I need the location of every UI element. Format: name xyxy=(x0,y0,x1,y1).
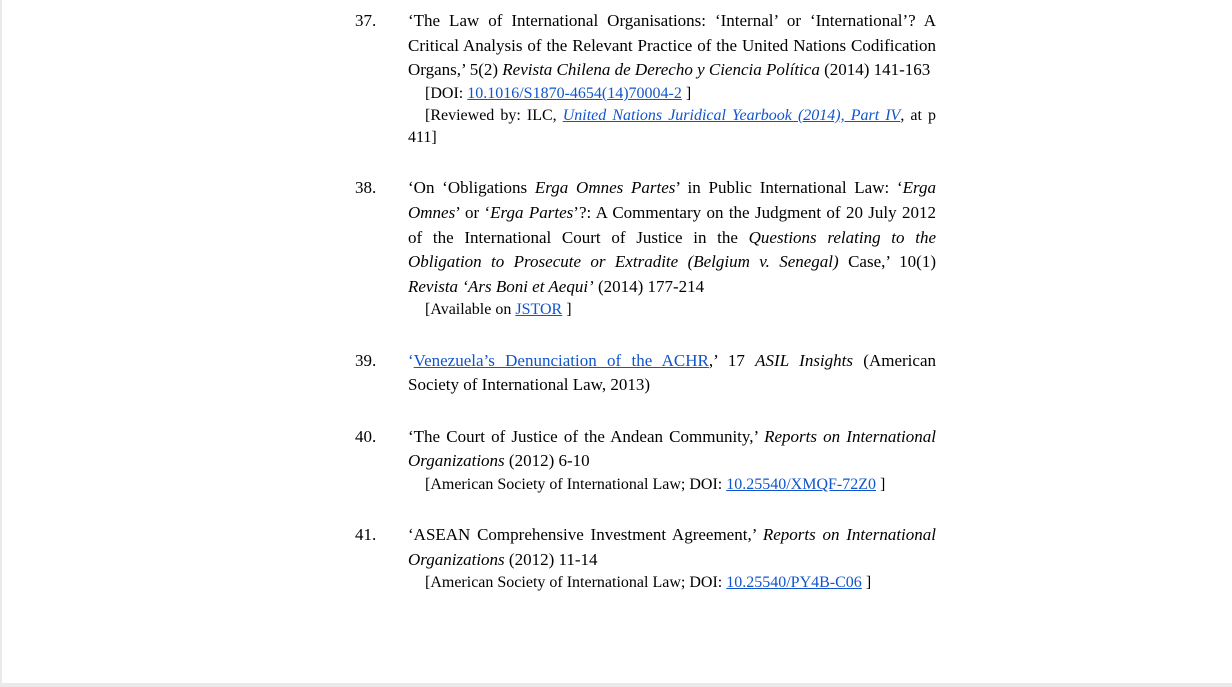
text-run: ,’ 17 xyxy=(708,350,756,370)
entry-note xyxy=(408,572,936,594)
entry-number: 39. xyxy=(355,350,377,370)
text-run: ‘ASEAN Comprehensive Investment Agreement,’ xyxy=(408,525,763,545)
publication-entry xyxy=(355,176,936,321)
text-run: , at p 411] xyxy=(408,106,936,147)
entry-note xyxy=(408,299,936,321)
entry-citation xyxy=(408,176,936,299)
entry-note xyxy=(408,105,936,149)
text-run: ] xyxy=(681,84,692,102)
page-bottom-margin-edge xyxy=(0,683,1232,687)
doi-link[interactable]: 10.25540/XMQF-72Z0 xyxy=(726,475,877,493)
publication-entry xyxy=(355,425,936,496)
text-run: ] xyxy=(562,301,572,319)
text-run: (2012) 11-14 xyxy=(504,549,598,569)
text-run: ASIL Insights xyxy=(755,350,853,370)
entry-number: 37. xyxy=(355,11,377,30)
text-run: ] xyxy=(876,475,886,493)
text-run: Reports on International Organizations xyxy=(408,426,936,471)
entry-citation xyxy=(408,9,936,83)
entry-citation xyxy=(408,523,936,572)
text-run: (2014) 141-163 xyxy=(819,60,931,80)
entry-citation xyxy=(408,425,936,474)
text-run: Erga Omnes xyxy=(408,178,937,222)
text-run: Revista ‘Ars Boni et Aequi’ xyxy=(408,276,594,296)
text-run: (2014) 177-214 xyxy=(593,276,705,296)
text-run: Erga Omnes Partes xyxy=(534,178,676,198)
jstor-link[interactable]: JSTOR xyxy=(515,301,563,319)
text-run: [DOI: xyxy=(425,84,468,102)
text-run: [American Society of International Law; DOI: xyxy=(425,475,727,493)
text-run: ‘ xyxy=(408,350,414,370)
entry-note xyxy=(408,83,936,105)
text-run: Questions relating to the Obligation to Prosecute or Extradite (Belgium v. Senegal) xyxy=(408,227,936,272)
text-run: ‘The Law of International Organisations: ‘Internal’ or ‘International’? A Critical Analysis of the Relevant Practice of the United Nations Codification Organs,’ 5(2) xyxy=(408,11,936,80)
entry-number: 40. xyxy=(355,426,377,446)
publication-entry xyxy=(355,349,936,398)
text-run: ‘On ‘Obligations xyxy=(408,178,535,198)
text-run: Case,’ 10(1) xyxy=(838,252,936,272)
entry-number: 41. xyxy=(355,525,377,545)
text-run: ‘The Court of Justice of the Andean Community,’ xyxy=(408,426,765,446)
text-run: Reports on International Organizations xyxy=(408,525,936,569)
text-run: [Reviewed by: ILC, xyxy=(425,106,563,124)
review-link[interactable]: United Nations Juridical Yearbook (2014), Part IV xyxy=(562,106,901,124)
entry-note xyxy=(408,474,936,496)
text-run: Revista Chilena de Derecho y Ciencia Política xyxy=(502,60,820,80)
entry-citation xyxy=(408,349,936,398)
text-run: ] xyxy=(861,574,872,592)
entry-number: 38. xyxy=(355,178,377,198)
publication-list xyxy=(355,9,936,622)
text-run: Erga Partes xyxy=(490,202,574,222)
text-run: ’ in Public International Law: ‘ xyxy=(675,178,903,198)
page-left-margin-edge xyxy=(0,0,2,687)
text-run: ’?: A Commentary on the Judgment of 20 July 2012 of the International Court of Justice in the xyxy=(408,202,936,247)
doi-link[interactable]: 10.1016/S1870-4654(14)70004-2 xyxy=(467,84,682,102)
text-run: (2012) 6-10 xyxy=(504,451,590,471)
text-run: [American Society of International Law; DOI: xyxy=(425,574,727,592)
text-run: [Available on xyxy=(425,301,516,319)
article-link[interactable]: Venezuela’s Denunciation of the ACHR xyxy=(413,350,709,370)
publication-entry xyxy=(355,523,936,594)
text-run: (American Society of International Law, 2013) xyxy=(408,350,936,395)
publication-entry xyxy=(355,9,936,149)
doi-link[interactable]: 10.25540/PY4B-C06 xyxy=(726,574,862,592)
text-run: ’ or ‘ xyxy=(455,202,491,222)
